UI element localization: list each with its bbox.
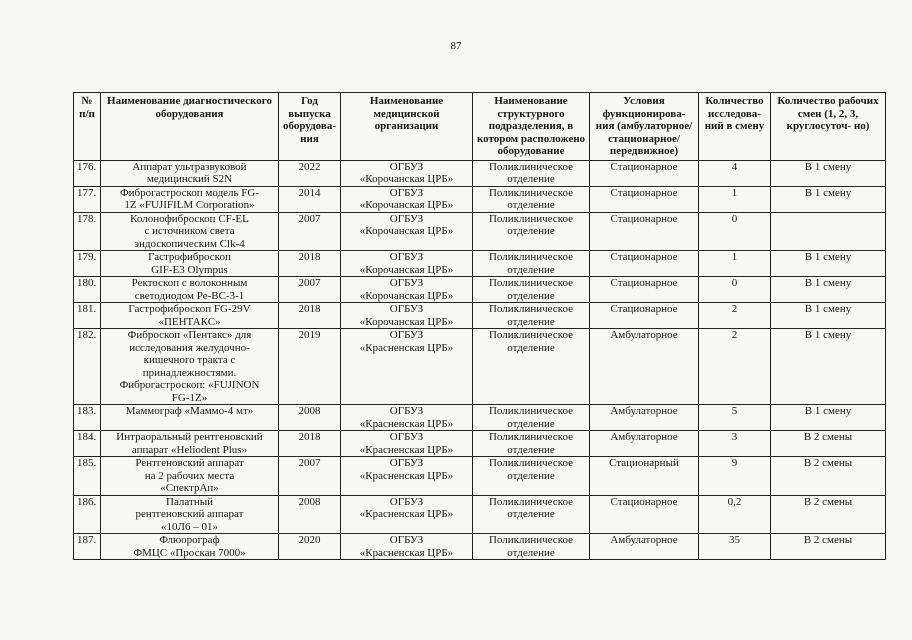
table-row — [74, 534, 886, 560]
table-row — [74, 160, 886, 186]
header-shifts: Количество рабочих смен (1, 2, 3, круглосуточ- но) — [771, 93, 886, 161]
table-row — [74, 495, 886, 534]
cell-year: 2007 — [279, 457, 341, 496]
cell-equipment-name: Флюорограф ФМЦС «Проскан 7000» — [101, 534, 279, 560]
cell-year: 2008 — [279, 495, 341, 534]
cell-shifts: В 1 смену — [771, 405, 886, 431]
cell-studies-per-shift: 9 — [699, 457, 771, 496]
header-department: Наименование структурного подразделения, в котором расположено оборудование — [473, 93, 590, 161]
cell-equipment-name: Аппарат ультразвуковой медицинский S2N — [101, 160, 279, 186]
header-organization: Наименование медицинской организации — [341, 93, 473, 161]
cell-studies-per-shift: 5 — [699, 405, 771, 431]
cell-conditions: Амбулаторное — [590, 534, 699, 560]
cell-year: 2014 — [279, 186, 341, 212]
cell-year: 2007 — [279, 277, 341, 303]
cell-department: Поликлиническое отделение — [473, 405, 590, 431]
cell-shifts: В 1 смену — [771, 186, 886, 212]
cell-department: Поликлиническое отделение — [473, 303, 590, 329]
cell-department: Поликлиническое отделение — [473, 212, 590, 251]
table-row — [74, 277, 886, 303]
cell-conditions: Амбулаторное — [590, 329, 699, 405]
cell-conditions: Стационарное — [590, 186, 699, 212]
table-body — [74, 160, 886, 560]
cell-shifts: В 2 смены — [771, 534, 886, 560]
cell-studies-per-shift: 0 — [699, 277, 771, 303]
cell-organization: ОГБУЗ «Красненская ЦРБ» — [341, 405, 473, 431]
cell-organization: ОГБУЗ «Корочанская ЦРБ» — [341, 303, 473, 329]
cell-studies-per-shift: 1 — [699, 186, 771, 212]
cell-department: Поликлиническое отделение — [473, 431, 590, 457]
cell-equipment-name: Ректоскоп с волоконным светодиодом Ре-ВС-3-1 — [101, 277, 279, 303]
cell-studies-per-shift: 3 — [699, 431, 771, 457]
table-row — [74, 457, 886, 496]
cell-organization: ОГБУЗ «Корочанская ЦРБ» — [341, 212, 473, 251]
cell-organization: ОГБУЗ «Корочанская ЦРБ» — [341, 277, 473, 303]
cell-row-number: 180. — [74, 277, 101, 303]
cell-conditions: Стационарное — [590, 160, 699, 186]
header-row — [74, 93, 886, 161]
cell-department: Поликлиническое отделение — [473, 251, 590, 277]
cell-year: 2019 — [279, 329, 341, 405]
cell-shifts — [771, 212, 886, 251]
table-header — [74, 93, 886, 161]
cell-conditions: Стационарное — [590, 251, 699, 277]
cell-row-number: 176. — [74, 160, 101, 186]
table-row — [74, 251, 886, 277]
cell-organization: ОГБУЗ «Красненская ЦРБ» — [341, 329, 473, 405]
cell-shifts: В 1 смену — [771, 277, 886, 303]
cell-organization: ОГБУЗ «Корочанская ЦРБ» — [341, 251, 473, 277]
cell-studies-per-shift: 35 — [699, 534, 771, 560]
cell-department: Поликлиническое отделение — [473, 186, 590, 212]
cell-conditions: Стационарный — [590, 457, 699, 496]
cell-row-number: 181. — [74, 303, 101, 329]
table-row — [74, 405, 886, 431]
cell-conditions: Стационарное — [590, 277, 699, 303]
cell-shifts: В 2 смены — [771, 495, 886, 534]
table-row — [74, 303, 886, 329]
equipment-table — [73, 92, 886, 560]
cell-shifts: В 1 смену — [771, 251, 886, 277]
table-row — [74, 431, 886, 457]
header-conditions: Условия функционирова- ния (амбулаторное/ стационарное/ передвижное) — [590, 93, 699, 161]
cell-row-number: 182. — [74, 329, 101, 405]
cell-organization: ОГБУЗ «Красненская ЦРБ» — [341, 431, 473, 457]
cell-year: 2018 — [279, 431, 341, 457]
table-row — [74, 329, 886, 405]
cell-studies-per-shift: 2 — [699, 303, 771, 329]
cell-year: 2020 — [279, 534, 341, 560]
cell-studies-per-shift: 4 — [699, 160, 771, 186]
cell-equipment-name: Интраоральный рентгеновский аппарат «Heliodent Plus» — [101, 431, 279, 457]
cell-shifts: В 2 смены — [771, 457, 886, 496]
cell-equipment-name: Гастрофиброскоп GIF-E3 Olympus — [101, 251, 279, 277]
cell-conditions: Амбулаторное — [590, 405, 699, 431]
cell-conditions: Амбулаторное — [590, 431, 699, 457]
cell-studies-per-shift: 0 — [699, 212, 771, 251]
cell-studies-per-shift: 0,2 — [699, 495, 771, 534]
cell-row-number: 183. — [74, 405, 101, 431]
cell-equipment-name: Гастрофиброскоп FG-29V «ПЕНТАКС» — [101, 303, 279, 329]
cell-department: Поликлиническое отделение — [473, 495, 590, 534]
cell-year: 2008 — [279, 405, 341, 431]
cell-row-number: 187. — [74, 534, 101, 560]
cell-equipment-name: Колонофиброскоп CF-EL с источником света эндоскопическим Clk-4 — [101, 212, 279, 251]
cell-shifts: В 2 смены — [771, 431, 886, 457]
cell-organization: ОГБУЗ «Красненская ЦРБ» — [341, 457, 473, 496]
cell-department: Поликлиническое отделение — [473, 277, 590, 303]
cell-department: Поликлиническое отделение — [473, 329, 590, 405]
cell-equipment-name: Фиброскоп «Пентакс» для исследования желудочно- кишечного тракта с принадлежностями. Фиброгастроскоп: «FUJINON FG-1Z» — [101, 329, 279, 405]
cell-equipment-name: Рентгеновский аппарат на 2 рабочих места «СпектрАп» — [101, 457, 279, 496]
header-year: Год выпуска оборудова- ния — [279, 93, 341, 161]
cell-shifts: В 1 смену — [771, 160, 886, 186]
cell-conditions: Стационарное — [590, 303, 699, 329]
cell-equipment-name: Фиброгастроскоп модель FG- 1Z «FUJIFILM Corporation» — [101, 186, 279, 212]
cell-shifts: В 1 смену — [771, 303, 886, 329]
table-row — [74, 212, 886, 251]
cell-equipment-name: Маммограф «Маммо-4 мт» — [101, 405, 279, 431]
cell-conditions: Стационарное — [590, 212, 699, 251]
cell-shifts: В 1 смену — [771, 329, 886, 405]
cell-year: 2018 — [279, 303, 341, 329]
cell-equipment-name: Палатный рентгеновский аппарат «10Л6 – 01» — [101, 495, 279, 534]
page-number: 87 — [450, 40, 462, 52]
cell-conditions: Стационарное — [590, 495, 699, 534]
cell-row-number: 184. — [74, 431, 101, 457]
cell-year: 2022 — [279, 160, 341, 186]
cell-department: Поликлиническое отделение — [473, 160, 590, 186]
cell-row-number: 178. — [74, 212, 101, 251]
cell-row-number: 177. — [74, 186, 101, 212]
cell-year: 2018 — [279, 251, 341, 277]
cell-year: 2007 — [279, 212, 341, 251]
cell-row-number: 186. — [74, 495, 101, 534]
header-equipment-name: Наименование диагностического оборудования — [101, 93, 279, 161]
cell-studies-per-shift: 1 — [699, 251, 771, 277]
cell-department: Поликлиническое отделение — [473, 534, 590, 560]
cell-department: Поликлиническое отделение — [473, 457, 590, 496]
cell-row-number: 179. — [74, 251, 101, 277]
header-number: № п/п — [74, 93, 101, 161]
cell-studies-per-shift: 2 — [699, 329, 771, 405]
cell-organization: ОГБУЗ «Корочанская ЦРБ» — [341, 160, 473, 186]
cell-row-number: 185. — [74, 457, 101, 496]
table-row — [74, 186, 886, 212]
cell-organization: ОГБУЗ «Красненская ЦРБ» — [341, 534, 473, 560]
cell-organization: ОГБУЗ «Красненская ЦРБ» — [341, 495, 473, 534]
header-studies-per-shift: Количество исследова- ний в смену — [699, 93, 771, 161]
cell-organization: ОГБУЗ «Корочанская ЦРБ» — [341, 186, 473, 212]
